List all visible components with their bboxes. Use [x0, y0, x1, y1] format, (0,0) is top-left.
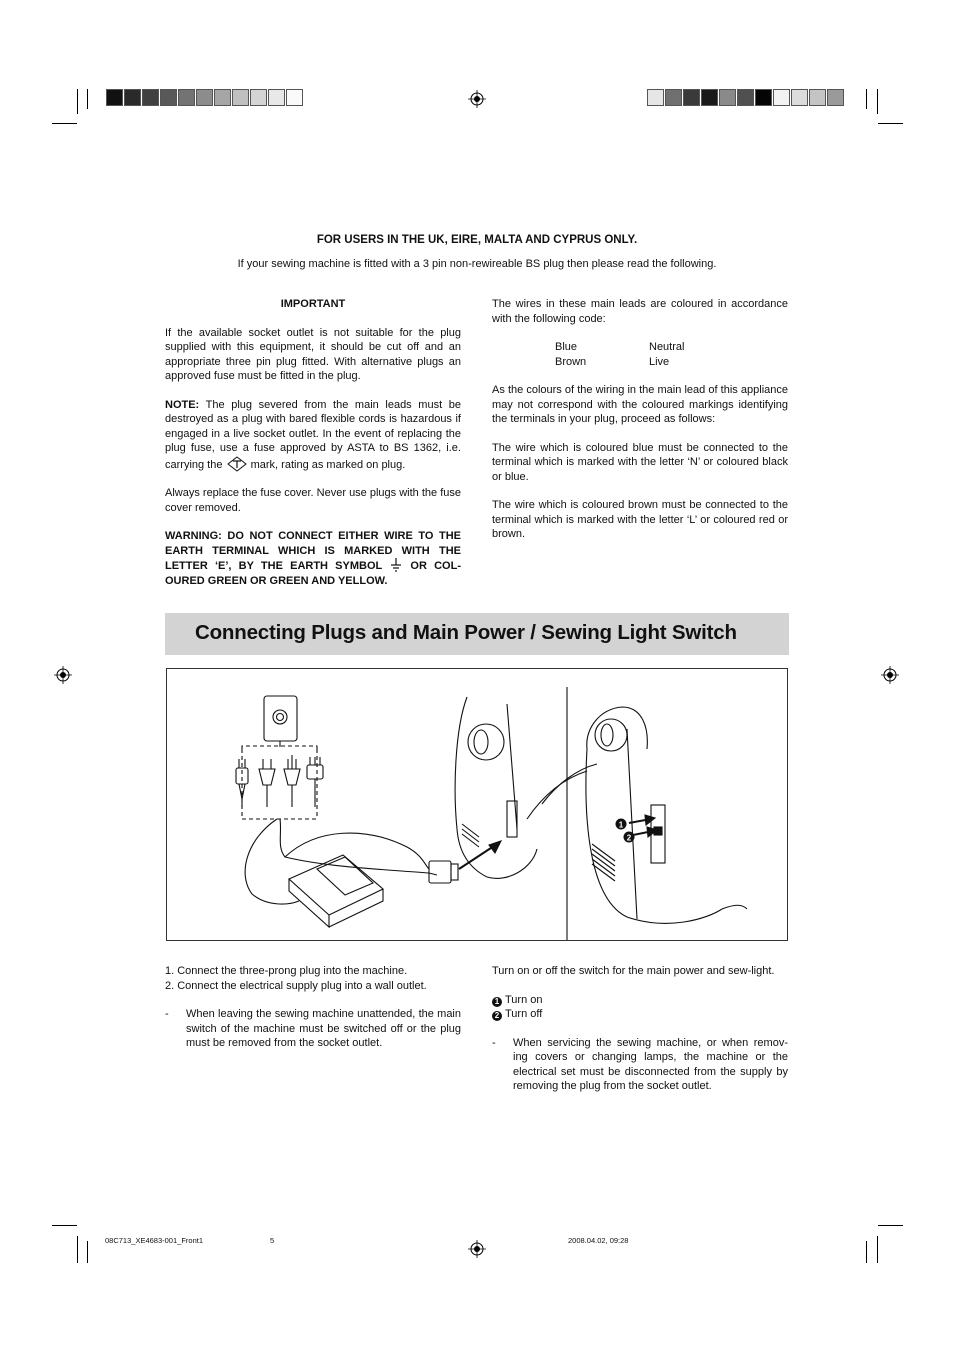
important-heading: IMPORTANT: [280, 298, 346, 310]
plug-variant-2-icon: [259, 759, 275, 807]
callout-2: [624, 832, 635, 843]
switch-states: [492, 993, 788, 1022]
note-label: NOTE:: [165, 398, 200, 411]
section-title: Connecting Plugs and Main Power / Sewing Light Switch: [195, 621, 737, 644]
instructions-left: [165, 964, 461, 1051]
dash-bullet: -: [165, 1008, 169, 1020]
state-label: Turn off: [505, 1008, 543, 1020]
state-number-icon: 2: [492, 1011, 502, 1021]
footer-timestamp: 2008.04.02, 09:28: [568, 1236, 629, 1245]
handwheel-right: [595, 719, 627, 751]
machine-plug-icon: [429, 861, 451, 883]
fuse-approval-icon: [227, 456, 247, 472]
state-label: Turn on: [505, 993, 543, 1006]
right-column: [492, 297, 788, 542]
earth-symbol-icon: [390, 558, 402, 572]
callout-1-label: 1: [618, 820, 624, 830]
machine-body-right: [587, 707, 648, 749]
handwheel-left: [468, 724, 504, 760]
plug-variant-4-icon: [307, 757, 323, 807]
wire-code-row: [492, 340, 788, 355]
blue-wire-text: The wire which is coloured blue must be connected to the terminal which is marked with the letter ‘N’ or coloured black or blue.: [492, 441, 788, 483]
left-column: [165, 297, 461, 588]
caution-item: [165, 1007, 461, 1051]
dash-bullet: -: [492, 1036, 496, 1049]
wire-colour: Blue: [555, 341, 578, 353]
registration-mark-left: [54, 666, 72, 684]
state-item: [492, 1007, 788, 1022]
registration-mark-right: [881, 666, 899, 684]
wire-meaning: Neutral: [649, 341, 685, 353]
instructions-right: [492, 964, 788, 1094]
wall-socket-icon: [264, 696, 297, 741]
plug-variant-3-icon: [284, 755, 300, 807]
state-number-icon: 1: [492, 997, 502, 1007]
note-paragraph: [165, 398, 461, 473]
callout-1: [616, 819, 627, 830]
wires-intro: The wires in these main leads are coloured in accordance with the following code:: [492, 298, 788, 325]
note-text: The plug severed from the main leads must be destroyed as a plug with bared flexible cords is hazardous if engaged in a live socket outlet. In the event of replacing the plug fuse, use a fuse approved by ASTA to BS 1362, i.e. carrying the: [165, 398, 461, 471]
section-banner: [165, 613, 789, 655]
brown-wire-text: The wire which is coloured brown must be connected to the terminal which is marked with the letter ‘L’ or coloured red or brown.: [492, 499, 788, 540]
warning-text-end: OR COL- OURED GREEN OR GREEN AND YELLOW.: [165, 560, 461, 587]
caution-text: When servicing the sewing machine, or when remov- ing covers or changing lamps, the machine or the electrical set must be disconnected from the supply by removing the plug from the socket outlet.: [513, 1036, 788, 1092]
uk-users-intro: If your sewing machine is fitted with a 3 pin non-rewireable BS plug then please read the following.: [237, 258, 717, 270]
registration-mark-bottom: [468, 1240, 486, 1258]
wire-code-table: [492, 340, 788, 369]
caution-text: When leaving the sewing machine unattended, the main switch of the machine must be switched off or the plug must be removed from the socket outlet.: [186, 1008, 461, 1049]
callout-2-label: 2: [626, 833, 632, 843]
note-text-end: mark, rating as marked on plug.: [250, 458, 406, 471]
wire-code-row: [492, 355, 788, 370]
caution-item: [492, 1036, 788, 1094]
important-text: If the available socket outlet is not suitable for the plug supplied with this equipment, it should be cut off and an appropriate three pin plug fitted. With alternative plugs an approved fuse must be fitted in the plug.: [165, 326, 461, 382]
step-item: 2. Connect the electrical supply plug into a wall outlet.: [165, 979, 427, 992]
fuse-cover-text: Always replace the fuse cover. Never use plugs with the fuse cover removed.: [165, 487, 461, 514]
wire-colour: Brown: [555, 355, 587, 368]
footer-page: 5: [270, 1236, 275, 1245]
state-item: [492, 993, 788, 1008]
footer-filename: 08C713_XE4683-001_Front1: [105, 1236, 203, 1245]
machine-diagram: [167, 669, 787, 940]
warning-text-start: WARNING: DO NOT CONNECT EITHER WIRE TO THE EARTH TERMINAL WHICH IS MARKED WITH THE LETTER ‘E’, BY THE EARTH SYMBOL: [165, 530, 461, 572]
registration-mark-top: [468, 90, 486, 108]
connection-illustration: [166, 668, 788, 941]
colours-text: As the colours of the wiring in the main lead of this appliance may not correspond with the coloured markings identifying the terminals in your plug, proceed as follows:: [492, 384, 788, 425]
wire-meaning: Live: [649, 355, 670, 368]
switch-text: Turn on or off the switch for the main power and sew-light.: [492, 965, 775, 977]
step-item: 1. Connect the three-prong plug into the machine.: [165, 965, 408, 977]
uk-users-title: FOR USERS IN THE UK, EIRE, MALTA AND CYPRUS ONLY.: [316, 234, 638, 246]
warning-paragraph: [165, 529, 461, 588]
